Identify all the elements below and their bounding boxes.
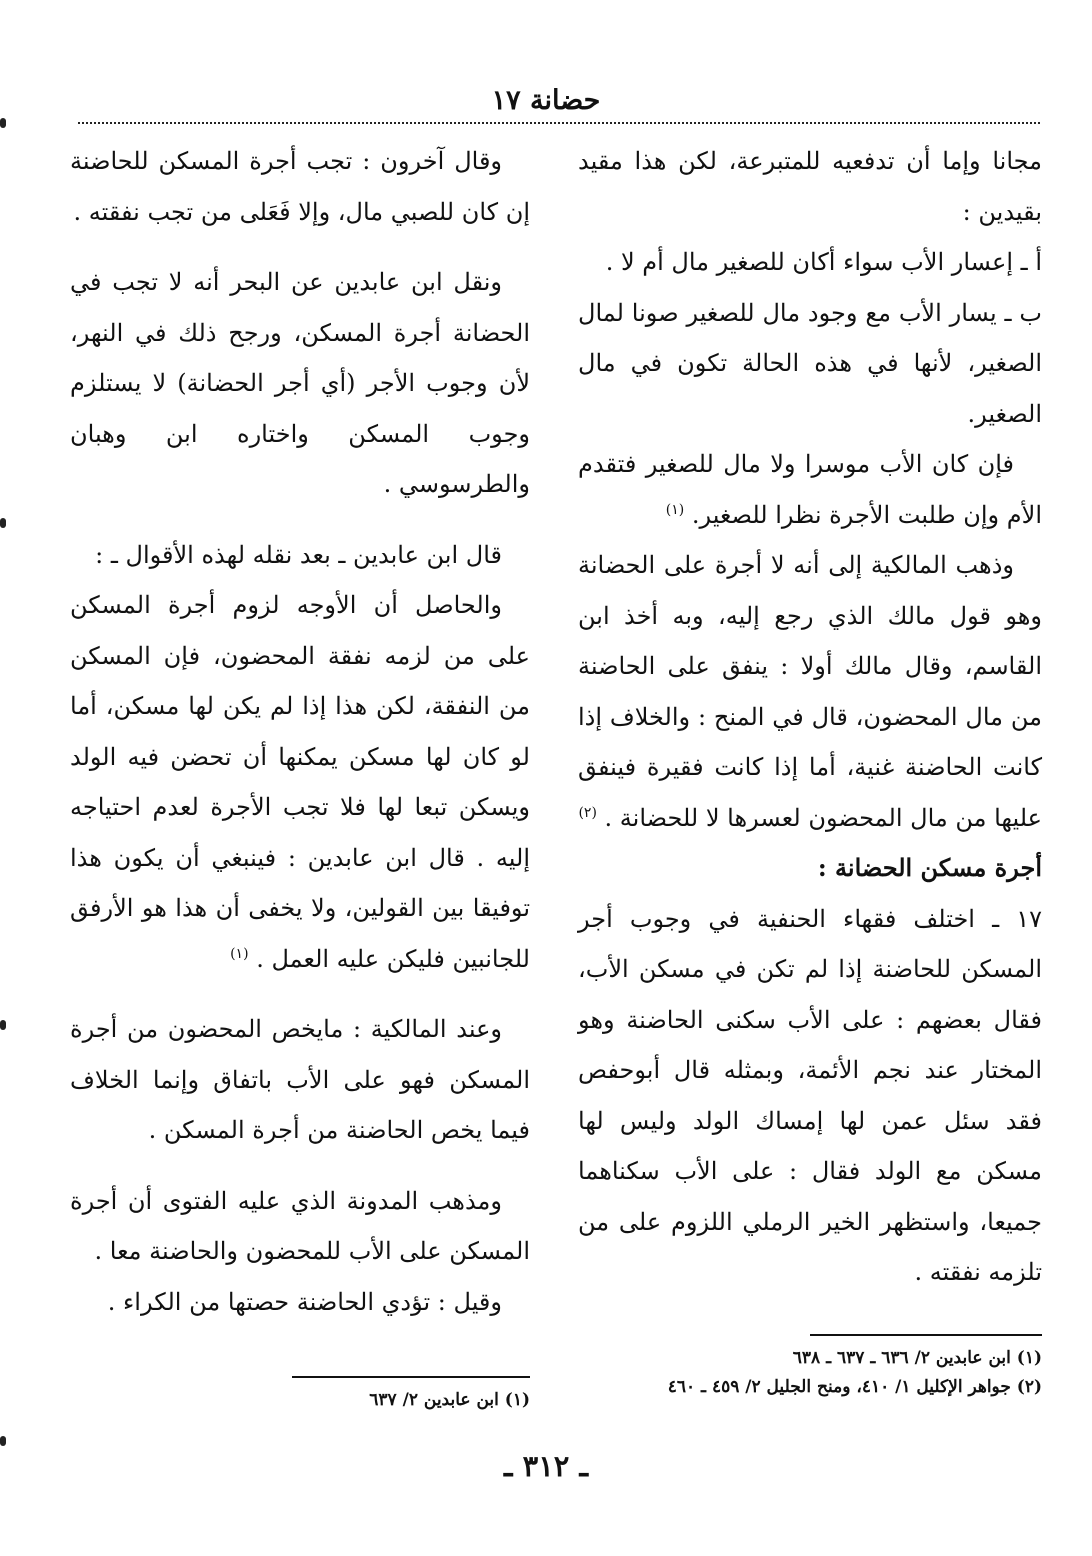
section-heading: أجرة مسكن الحضانة : [817, 853, 1042, 882]
header-dotted-rule [78, 122, 1040, 124]
footnote-ref: (٢) [578, 804, 597, 821]
footnotes-left [70, 1386, 530, 1415]
paragraph [70, 580, 530, 984]
paragraph [578, 540, 1042, 843]
paragraph [578, 439, 1042, 540]
paragraph: مجانا وإما أن تدفعيه للمتبرعة، لكن هذا مقيد بقيدين : [578, 147, 1042, 226]
right-column [578, 136, 1042, 1298]
paragraph: وقال آخرون : تجب أجرة المسكن للحاضنة إن كان للصبي مال، وإلا فَعَلى من تجب نفقته . [70, 147, 530, 226]
paragraph: وعند المالكية : مايخص المحضون من أجرة المسكن فهو على الأب باتفاق وإنما الخلاف فيما يخص الحاضنة من أجرة المسكن . [70, 1015, 530, 1144]
footnote-ref: (١) [230, 945, 249, 962]
scan-margin-mark [0, 518, 6, 528]
footnote: (١) ابن عابدين ٢/ ٦٣٧ [369, 1390, 530, 1410]
paragraph: قال ابن عابدين ـ بعد نقله لهذه الأقوال ـ : [95, 540, 502, 569]
footnotes-right [578, 1344, 1042, 1402]
paragraph-text: فإن كان الأب موسرا ولا مال للصغير فتقدم الأم وإن طلبت الأجرة نظرا للصغير. [578, 450, 1042, 529]
paragraph-text: وذهب المالكية إلى أنه لا أجرة على الحضانة وهو قول مالك الذي رجع إليه، وبه أخذ ابن القاسم، وقال مالك أولا : ينفق على الحاضنة من مال المحضون، قال في المنح : والخلاف إذا كانت الحاضنة غنية، أما إذا كانت فقيرة فينفق عليها من مال المحضون لعسرها لا للحضانة . [578, 551, 1043, 832]
paragraph-text: والحاصل أن الأوجه لزوم أجرة المسكن على من لزمه نفقة المحضون، فإن المسكن من النفقة، لكن هذا إذا لم يكن لها مسكن، أما لو كان لها مسكن يمكنها أن تحضن فيه الولد ويسكن تبعا لها فلا تجب الأجرة لعدم احتياجه إليه . قال ابن عابدين : فينبغي أن يكون هذا توفيقا بين القولين، ولا يخفى أن هذا هو الأرفق للجانبين فليكن عليه العمل . [70, 591, 530, 973]
paragraph: ونقل ابن عابدين عن البحر أنه لا تجب في الحضانة أجرة المسكن، ورجح ذلك في النهر، لأن وجوب الأجر (أي أجر الحضانة) لا يستلزم وجوب المسكن واختاره ابن وهبان والطرسوسي . [70, 268, 530, 498]
page-number: ـ ٣١٢ ـ [504, 1449, 588, 1483]
footnote-ref: (١) [665, 501, 685, 518]
scan-margin-mark [0, 1020, 6, 1030]
footnote: (٢) جواهر الإكليل ١/ ٤١٠، ومنح الجليل ٢/ ٤٥٩ ـ ٤٦٠ [667, 1377, 1042, 1397]
list-item-b: ب ـ يسار الأب مع وجود مال للصغير صونا لمال الصغير، لأنها في هذه الحالة تكون في مال الصغير. [578, 298, 1042, 428]
footnote-separator [292, 1376, 530, 1378]
paragraph: ١٧ ـ اختلف فقهاء الحنفية في وجوب أجر المسكن للحاضنة إذا لم تكن في مسكن الأب، فقال بعضهم : على الأب سكنى الحاضنة وهو المختار عند نجم الأئمة، وبمثله قال أبوحفص فقد سئل عمن لها إمساك الولد وليس لها مسكن مع الولد فقال : على الأب سكناهما جميعا، واستظهر الخير الرملي اللزوم على من تلزمه نفقته . [578, 904, 1042, 1286]
paragraph: وقيل : تؤدي الحاضنة حصتها من الكراء . [107, 1287, 502, 1316]
list-item-a: أ ـ إعسار الأب سواء أكان للصغير مال أم لا . [605, 248, 1042, 276]
left-column [70, 136, 530, 1327]
paragraph: ومذهب المدونة الذي عليه الفتوى أن أجرة المسكن على الأب للمحضون والحاضنة معا . [70, 1186, 530, 1265]
scan-margin-mark [0, 1436, 6, 1446]
footnote-separator [810, 1334, 1042, 1336]
running-header: حضانة ١٧ [491, 85, 601, 116]
footnote: (١) ابن عابدين ٢/ ٦٣٦ ـ ٦٣٧ ـ ٦٣٨ [792, 1348, 1042, 1368]
